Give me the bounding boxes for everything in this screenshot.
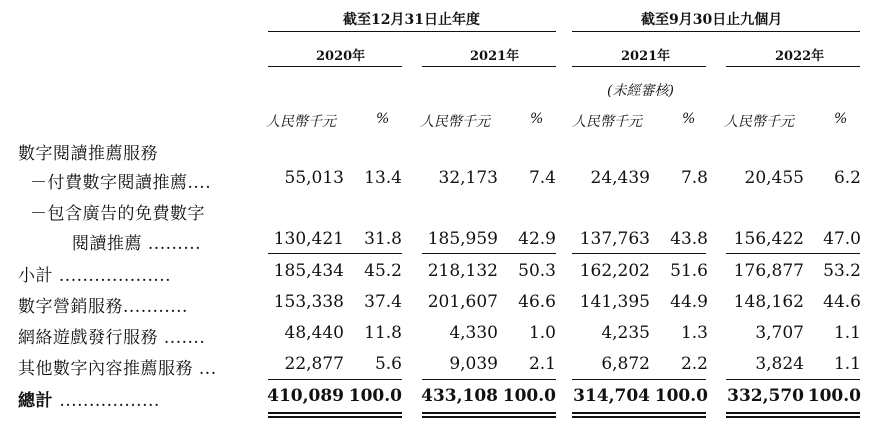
- subtotal-rule-col1: [268, 253, 402, 254]
- row-subtotal-v2: 45.2: [364, 261, 402, 281]
- group2-underline: [572, 31, 860, 32]
- unaudited-note: (未經審核): [607, 83, 674, 99]
- subtotal-rule-col3: [572, 253, 706, 254]
- row-paid-label: [30, 168, 211, 193]
- row-total-v2: 100.0: [348, 386, 402, 406]
- row-free-v7: 156,422: [733, 229, 804, 249]
- row-free-v2: 31.8: [364, 229, 402, 249]
- row-other-v7: 3,824: [755, 354, 804, 374]
- row-other-v1: 22,877: [284, 354, 344, 374]
- row-paid-v3: 32,173: [438, 168, 498, 188]
- row-subtotal-label: [18, 261, 171, 286]
- year3-underline: [572, 66, 706, 67]
- row-subtotal-v3: 218,132: [427, 261, 498, 281]
- year-col1: 2020年: [316, 49, 366, 64]
- row-free-v3: 185,959: [427, 229, 498, 249]
- row-other-v8: 1.1: [833, 354, 861, 374]
- row-subtotal-v5: 162,202: [579, 261, 650, 281]
- row-marketing-v6: 44.9: [670, 292, 708, 312]
- row-free-label-line1: －包含廣告的免費數字: [30, 204, 205, 224]
- row-other-v5: 6,872: [601, 354, 650, 374]
- row-paid-v2: 13.4: [364, 168, 402, 188]
- total-rule-col1: [268, 379, 402, 380]
- year1-underline: [268, 66, 402, 67]
- row-marketing-v7: 148,162: [733, 292, 804, 312]
- row-games-v3: 4,330: [449, 323, 498, 343]
- row-paid-v6: 7.8: [680, 168, 708, 188]
- row-marketing-v8: 44.6: [823, 292, 861, 312]
- unit-pct-col3: %: [682, 111, 696, 127]
- row-subtotal-v8: 53.2: [823, 261, 861, 281]
- row-games-text: 網絡遊戲發行服務: [18, 328, 158, 348]
- row-subtotal-text: 小計: [18, 266, 53, 286]
- row-free-v1: 130,421: [273, 229, 344, 249]
- row-other-v4: 2.1: [528, 354, 556, 374]
- row-games-v6: 1.3: [680, 323, 708, 343]
- row-subtotal-dots: ...................: [58, 266, 172, 286]
- row-marketing-text: 數字營銷服務: [18, 297, 123, 317]
- row-total-v4: 100.0: [502, 386, 556, 406]
- row-total-v6: 100.0: [654, 386, 708, 406]
- header-group-nine-months: 截至9月30日止九個月: [641, 12, 783, 28]
- unit-pct-col2: %: [530, 111, 544, 127]
- row-paid-dots: ....: [187, 173, 212, 193]
- row-paid-v1: 55,013: [284, 168, 344, 188]
- row-free-v5: 137,763: [579, 229, 650, 249]
- subtotal-rule-col4: [726, 253, 860, 254]
- row-total-v3: 433,108: [421, 386, 498, 406]
- row-paid-text: －付費數字閱讀推薦: [30, 173, 188, 193]
- row-paid-v8: 6.2: [833, 168, 861, 188]
- row-marketing-dots: ...........: [123, 297, 188, 317]
- unit-pct-col1: %: [376, 111, 390, 127]
- year-col3: 2021年: [621, 49, 671, 64]
- row-total-v5: 314,704: [573, 386, 650, 406]
- row-games-v1: 48,440: [284, 323, 344, 343]
- row-total-dots: .................: [59, 391, 160, 411]
- row-subtotal-v1: 185,434: [273, 261, 344, 281]
- row-paid-v7: 20,455: [744, 168, 804, 188]
- row-free-dots: .........: [147, 234, 202, 254]
- row-subtotal-v6: 51.6: [670, 261, 708, 281]
- row-games-v8: 1.1: [833, 323, 861, 343]
- year-col4: 2022年: [775, 49, 825, 64]
- row-paid-v5: 24,439: [590, 168, 650, 188]
- total-double-rule-col1: [268, 412, 402, 418]
- row-games-v2: 11.8: [364, 323, 402, 343]
- row-total-v1: 410,089: [267, 386, 344, 406]
- row-marketing-v5: 141,395: [579, 292, 650, 312]
- year-col2: 2021年: [470, 49, 520, 64]
- row-subtotal-v7: 176,877: [733, 261, 804, 281]
- total-rule-col2: [422, 379, 556, 380]
- row-games-dots: .......: [163, 328, 206, 348]
- subtotal-rule-col2: [422, 253, 556, 254]
- row-total-text: 總計: [18, 391, 53, 411]
- row-games-label: [18, 323, 205, 348]
- total-double-rule-col4: [726, 412, 860, 418]
- row-free-label-line2: [72, 229, 201, 254]
- row-other-text: 其他數字內容推薦服務: [18, 359, 193, 379]
- year2-underline: [422, 66, 556, 67]
- row-other-v3: 9,039: [449, 354, 498, 374]
- unit-rmb-col1: 人民幣千元: [266, 114, 336, 130]
- unit-rmb-col4: 人民幣千元: [724, 114, 794, 130]
- row-other-v2: 5.6: [374, 354, 402, 374]
- row-subtotal-v4: 50.3: [518, 261, 556, 281]
- row-free-v6: 43.8: [670, 229, 708, 249]
- row-other-v6: 2.2: [680, 354, 708, 374]
- section-digital-reading: 數字閱讀推薦服務: [18, 144, 158, 164]
- row-total-v8: 100.0: [807, 386, 861, 406]
- row-other-dots: ...: [198, 359, 217, 379]
- row-paid-v4: 7.4: [528, 168, 556, 188]
- unit-rmb-col3: 人民幣千元: [572, 114, 642, 130]
- row-marketing-v2: 37.4: [364, 292, 402, 312]
- row-marketing-label: [18, 292, 188, 317]
- header-group-year-end: 截至12月31日止年度: [343, 12, 480, 28]
- row-total-v7: 332,570: [727, 386, 804, 406]
- row-marketing-v4: 46.6: [518, 292, 556, 312]
- row-other-label: [18, 354, 217, 379]
- row-free-v8: 47.0: [823, 229, 861, 249]
- row-games-v4: 1.0: [528, 323, 556, 343]
- row-free-v4: 42.9: [518, 229, 556, 249]
- row-free-text: 閱讀推薦: [72, 234, 142, 254]
- row-total-label: [18, 386, 160, 411]
- group1-underline: [268, 31, 556, 32]
- row-games-v5: 4,235: [601, 323, 650, 343]
- row-games-v7: 3,707: [755, 323, 804, 343]
- unit-pct-col4: %: [834, 111, 848, 127]
- row-marketing-v1: 153,338: [273, 292, 344, 312]
- unit-rmb-col2: 人民幣千元: [420, 114, 490, 130]
- total-rule-col4: [726, 379, 860, 380]
- total-double-rule-col2: [422, 412, 556, 418]
- row-marketing-v3: 201,607: [427, 292, 498, 312]
- total-rule-col3: [572, 379, 706, 380]
- total-double-rule-col3: [572, 412, 706, 418]
- year4-underline: [726, 66, 860, 67]
